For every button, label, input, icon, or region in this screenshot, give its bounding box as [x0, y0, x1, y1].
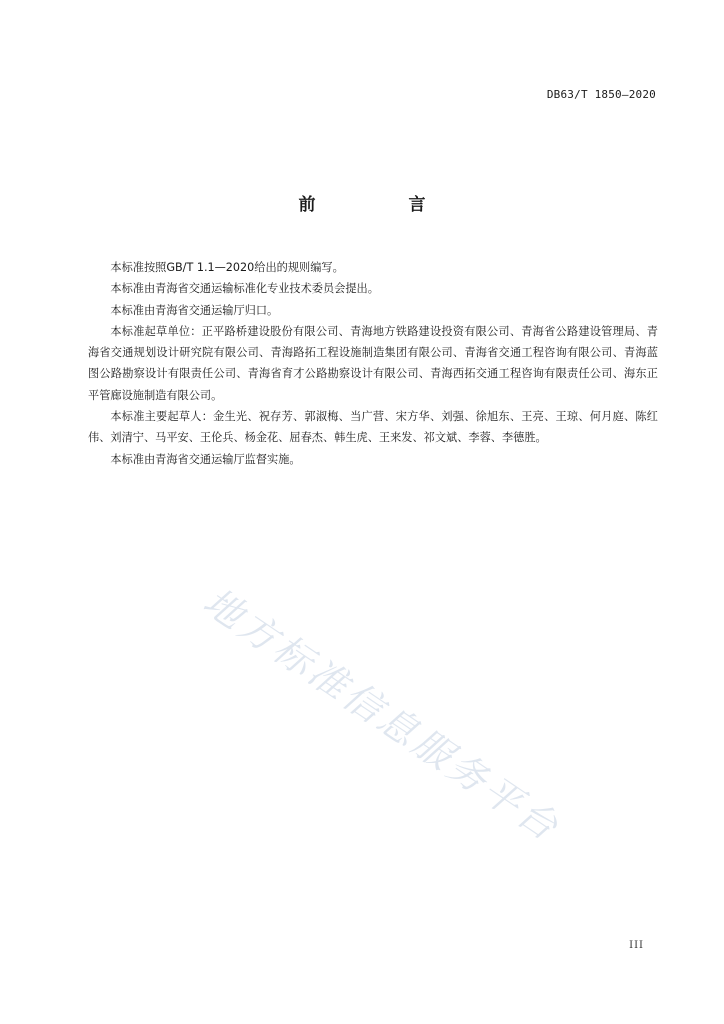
page-number: III: [629, 940, 644, 951]
paragraph-drafters: 本标准主要起草人：金生光、祝存芳、郭淑梅、当广营、宋方华、刘强、徐旭东、王亮、王琼、何月庭、陈红伟、刘清宁、马平安、王伦兵、杨金花、屈春杰、韩生虎、王来发、祁文斌、李蓉、李德胜。: [88, 410, 658, 445]
paragraph-supervisor: 本标准由青海省交通运输厅监督实施。: [110, 452, 301, 466]
paragraph-administrator: 本标准由青海省交通运输厅归口。: [110, 303, 279, 317]
paragraph-drafting-rules: 本标准按照GB/T 1.1—2020给出的规则编写。: [110, 261, 344, 274]
page-title: 前 言: [298, 195, 464, 215]
document-body: [88, 257, 658, 470]
paragraph-drafting-units: 本标准起草单位：正平路桥建设股份有限公司、青海地方铁路建设投资有限公司、青海省公路建设管理局、青海省交通规划设计研究院有限公司、青海路拓工程设施制造集团有限公司、青海省交通工程咨询有限公司、青海蓝图公路勘察设计有限责任公司、青海省育才公路勘察设计有限公司、青海西拓交通工程咨询有限责任公司、海东正平管廊设施制造有限公司。: [88, 324, 658, 402]
watermark: 地方标准信息服务平台: [195, 579, 569, 851]
standard-code: DB63/T 1850—2020: [546, 88, 656, 101]
paragraph-proposer: 本标准由青海省交通运输标准化专业技术委员会提出。: [110, 282, 379, 296]
